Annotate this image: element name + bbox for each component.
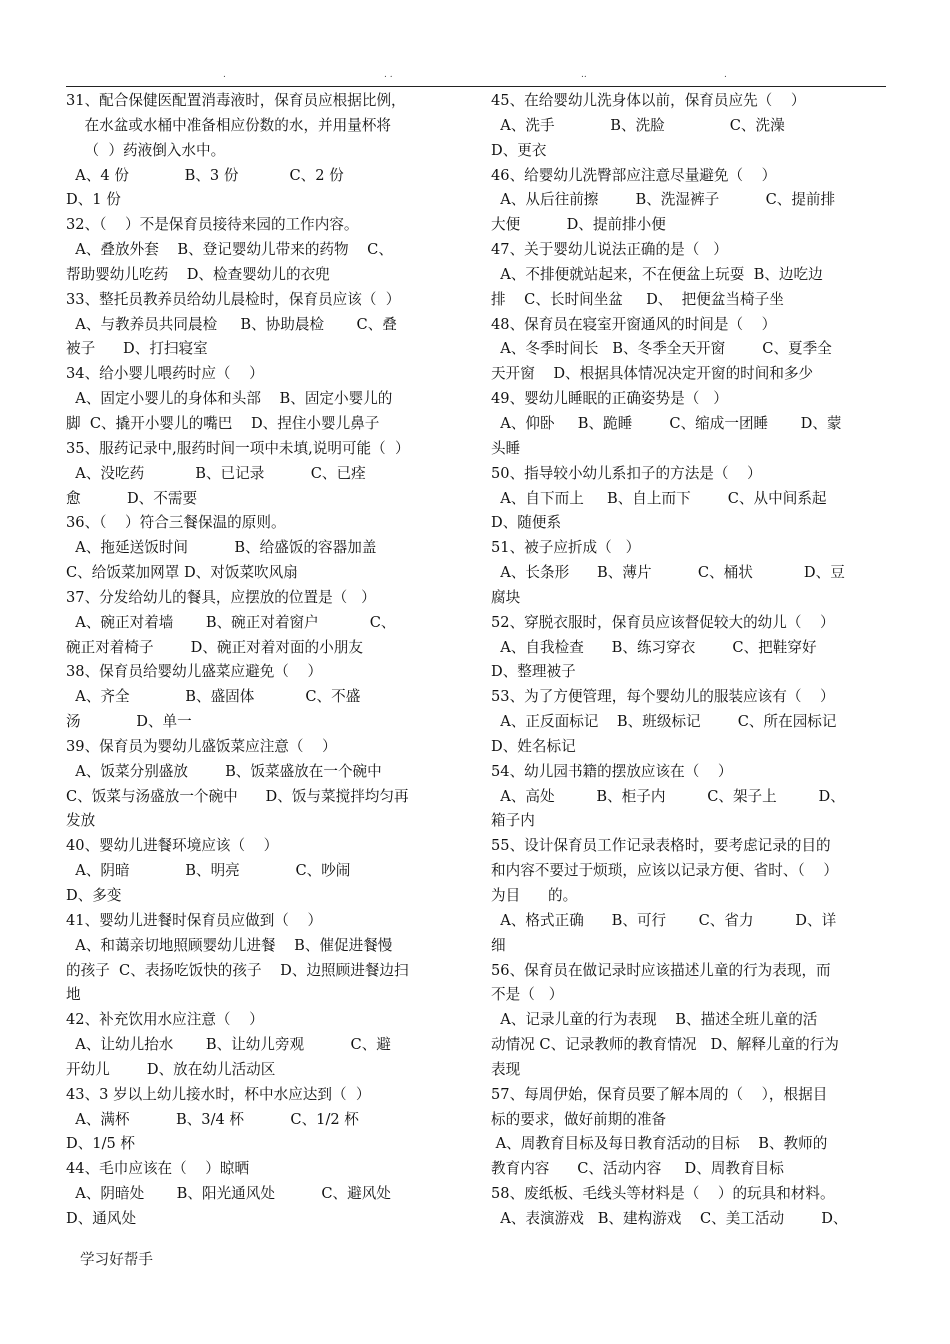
- question-line: D、整理被子: [491, 663, 576, 681]
- question-line: 教育内容 C、活动内容 D、周教育目标: [491, 1160, 784, 1178]
- header-dot: . .: [384, 70, 393, 80]
- question-line: 汤 D、单一: [66, 713, 192, 731]
- question-line: 55、设计保育员工作记录表格时，要考虑记录的目的: [491, 837, 831, 855]
- question-line: 大便 D、提前排小便: [491, 216, 666, 234]
- question-line: A、冬季时间长 B、冬季全天开窗 C、夏季全: [491, 340, 832, 358]
- header-rule: [66, 86, 886, 87]
- left-column: [66, 89, 460, 1232]
- question-line: 36、（ ）符合三餐保温的原则。: [66, 514, 286, 532]
- question-line: 细: [491, 936, 506, 954]
- question-line: 脚 C、撬开小婴儿的嘴巴 D、捏住小婴儿鼻子: [66, 414, 380, 432]
- question-line: 52、穿脱衣服时，保育员应该督促较大的幼儿（ ）: [491, 613, 835, 631]
- question-line: 标的要求，做好前期的准备: [491, 1110, 667, 1128]
- question-line: 头睡: [491, 439, 521, 457]
- question-line: A、4 份 B、3 份 C、2 份: [66, 166, 344, 184]
- question-line: A、记录儿童的行为表现 B、描述全班儿童的活: [491, 1011, 818, 1029]
- question-line: A、碗正对着墙 B、碗正对着窗户 C、: [66, 613, 396, 631]
- question-line: 的孩子 C、表扬吃饭快的孩子 D、边照顾进餐边扫: [66, 961, 409, 979]
- question-line: A、饭菜分别盛放 B、饭菜盛放在一个碗中: [66, 762, 382, 780]
- question-line: D、姓名标记: [491, 737, 576, 755]
- question-line: A、高处 B、柜子内 C、架子上 D、: [491, 787, 845, 805]
- question-line: 31、配合保健医配置消毒液时，保育员应根据比例，: [66, 92, 406, 109]
- right-column: [491, 89, 884, 1232]
- question-line: D、更衣: [491, 141, 547, 159]
- question-line: A、周教育目标及每日教育活动的目标 B、教师的: [491, 1135, 828, 1153]
- question-line: A、阴暗处 B、阳光通风处 C、避风处: [66, 1185, 391, 1203]
- question-line: A、仰卧 B、跪睡 C、缩成一团睡 D、蒙: [491, 414, 842, 432]
- question-line: 48、保育员在寝室开窗通风的时间是（ ）: [491, 315, 777, 333]
- question-line: A、阴暗 B、明亮 C、吵闹: [66, 862, 351, 880]
- question-line: 表现: [491, 1060, 521, 1078]
- question-line: A、固定小婴儿的身体和头部 B、固定小婴儿的: [66, 390, 393, 408]
- question-line: A、和蔼亲切地照顾婴幼儿进餐 B、催促进餐慢: [66, 936, 393, 954]
- question-line: 42、补充饮用水应注意（ ）: [66, 1011, 264, 1029]
- question-line: 43、3 岁以上幼儿接水时，杯中水应达到（ ）: [66, 1085, 371, 1103]
- question-line: A、自下而上 B、自上而下 C、从中间系起: [491, 489, 827, 507]
- question-line: 腐块: [491, 588, 521, 606]
- question-line: A、让幼儿抬水 B、让幼儿旁观 C、避: [66, 1036, 391, 1054]
- header-dot: .: [724, 70, 727, 80]
- question-line: 33、整托员教养员给幼儿晨检时，保育员应该（ ）: [66, 290, 401, 308]
- question-line: A、洗手 B、洗脸 C、洗澡: [491, 116, 785, 134]
- question-line: A、满杯 B、3/4 杯 C、1/2 杯: [66, 1110, 359, 1128]
- question-line: 44、毛巾应该在（ ）晾晒: [66, 1160, 250, 1178]
- question-line: 帮助婴幼儿吃药 D、检查婴幼儿的衣兜: [66, 265, 330, 283]
- question-line: D、多变: [66, 887, 122, 904]
- question-line: 不是（ ）: [491, 986, 564, 1004]
- question-line: 53、为了方便管理，每个婴幼儿的服装应该有（ ）: [491, 688, 835, 706]
- question-line: A、与教养员共同晨检 B、协助晨检 C、叠: [66, 315, 397, 333]
- question-line: 50、指导较小幼儿系扣子的方法是（ ）: [491, 464, 762, 482]
- question-line: 51、被子应折成（ ）: [491, 539, 641, 557]
- question-line: D、1/5 杯: [66, 1135, 136, 1153]
- page-footer: 学习好帮手: [80, 1251, 153, 1268]
- question-line: 碗正对着椅子 D、碗正对着对面的小朋友: [66, 638, 363, 656]
- question-line: 为目 的。: [491, 887, 578, 904]
- question-line: 57、每周伊始，保育员要了解本周的（ ），根据目: [491, 1085, 828, 1103]
- question-line: A、叠放外套 B、登记婴幼儿带来的药物 C、: [66, 241, 393, 259]
- question-line: 和内容不要过于烦琐，应该以记录方便、省时、（ ）: [491, 862, 838, 880]
- header-dots: [66, 70, 886, 84]
- question-line: 愈 D、不需要: [66, 489, 198, 507]
- question-line: 34、给小婴儿喂药时应（ ）: [66, 365, 264, 383]
- question-line: 天开窗 D、根据具体情况决定开窗的时间和多少: [491, 365, 814, 383]
- question-line: D、1 份: [66, 191, 121, 209]
- question-line: A、没吃药 B、已记录 C、已痊: [66, 464, 366, 482]
- question-line: D、随便系: [491, 514, 562, 532]
- question-line: 排 C、长时间坐盆 D、 把便盆当椅子坐: [491, 290, 784, 308]
- question-line: A、从后往前擦 B、洗湿裤子 C、提前排: [491, 191, 836, 209]
- question-line: A、不排便就站起来，不在便盆上玩耍 B、边吃边: [491, 265, 823, 283]
- question-line: 开幼儿 D、放在幼儿活动区: [66, 1060, 276, 1078]
- question-line: 45、在给婴幼儿洗身体以前，保育员应先（ ）: [491, 92, 806, 109]
- question-line: C、给饭菜加网罩 D、对饭菜吹风扇: [66, 564, 298, 582]
- question-line: 40、婴幼儿进餐环境应该（ ）: [66, 837, 279, 855]
- question-line: A、格式正确 B、可行 C、省力 D、详: [491, 911, 837, 929]
- question-line: 47、关于婴幼儿说法正确的是（ ）: [491, 241, 728, 259]
- question-line: A、自我检查 B、练习穿衣 C、把鞋穿好: [491, 638, 817, 656]
- question-line: A、长条形 B、薄片 C、桶状 D、豆: [491, 564, 845, 582]
- question-line: A、正反面标记 B、班级标记 C、所在园标记: [491, 713, 837, 731]
- question-line: 49、婴幼儿睡眠的正确姿势是（ ）: [491, 390, 728, 408]
- question-line: D、通风处: [66, 1209, 137, 1227]
- question-line: 箱子内: [491, 812, 535, 830]
- question-line: （ ）药液倒入水中。: [66, 141, 226, 159]
- header-dot: .: [223, 70, 226, 80]
- question-line: A、表演游戏 B、建构游戏 C、美工活动 D、: [491, 1209, 848, 1227]
- question-line: 地: [66, 986, 81, 1004]
- question-line: 58、废纸板、毛线头等材料是（ ）的玩具和材料。: [491, 1185, 835, 1203]
- question-line: 37、分发给幼儿的餐具，应摆放的位置是（ ）: [66, 588, 376, 606]
- question-line: C、饭菜与汤盛放一个碗中 D、饭与菜搅拌均匀再: [66, 787, 409, 805]
- question-line: 38、保育员给婴幼儿盛菜应避免（ ）: [66, 663, 323, 681]
- question-line: 被子 D、打扫寝室: [66, 340, 208, 358]
- question-line: 35、服药记录中,服药时间一项中未填,说明可能（ ）: [66, 439, 410, 457]
- question-line: 41、婴幼儿进餐时保育员应做到（ ）: [66, 911, 323, 929]
- question-line: 39、保育员为婴幼儿盛饭菜应注意（ ）: [66, 737, 337, 755]
- question-line: 32、（ ）不是保育员接待来园的工作内容。: [66, 216, 359, 234]
- question-line: 在水盆或水桶中准备相应份数的水，并用量杯将: [66, 116, 392, 134]
- question-line: 54、幼儿园书籍的摆放应该在（ ）: [491, 762, 733, 780]
- question-line: 56、保育员在做记录时应该描述儿童的行为表现，而: [491, 961, 831, 979]
- question-line: A、拖延送饭时间 B、给盛饭的容器加盖: [66, 539, 377, 557]
- question-line: A、齐全 B、盛固体 C、不盛: [66, 688, 361, 706]
- header-dot: ..: [581, 70, 587, 80]
- question-line: 发放: [66, 812, 96, 830]
- question-line: 动情况 C、记录教师的教育情况 D、解释儿童的行为: [491, 1036, 839, 1054]
- question-line: 46、给婴幼儿洗臀部应注意尽量避免（ ）: [491, 166, 777, 184]
